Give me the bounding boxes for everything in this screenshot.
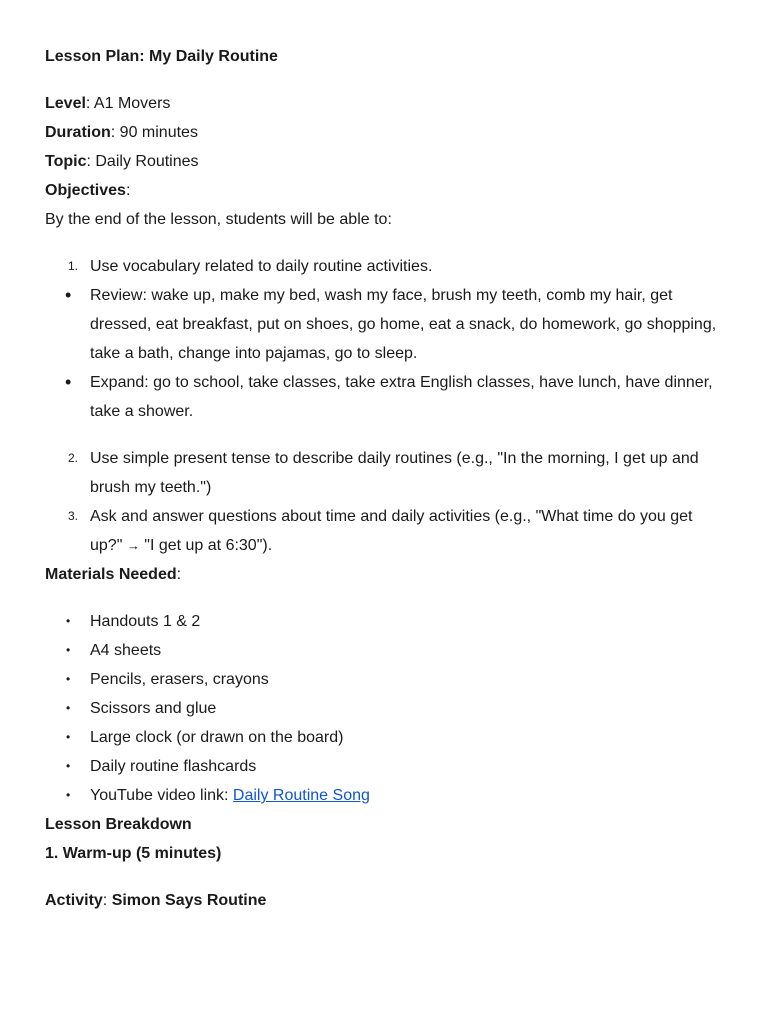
bullet-icon: • — [66, 759, 71, 773]
objective-number-2: 2. — [67, 451, 78, 465]
review-text: Review: wake up, make my bed, wash my face, brush my teeth, comb my hair, get dressed, eat breakfast, put on shoes, go home, eat a snack, do homework, go shopping, take a bath, change into pajamas, go to sleep. — [90, 287, 717, 362]
activity-sep: : — [102, 892, 112, 909]
duration-label: Duration — [45, 124, 111, 141]
materials-list — [45, 607, 723, 810]
level-label: Level — [45, 95, 86, 112]
list-item — [45, 636, 723, 665]
list-item — [45, 752, 723, 781]
level-line — [45, 89, 723, 118]
objectives-line — [45, 176, 723, 205]
objective-item-3 — [45, 502, 723, 560]
list-item — [45, 694, 723, 723]
expand-text: Expand: go to school, take classes, take extra English classes, have lunch, have dinner, take a shower. — [90, 374, 713, 420]
objectives-colon: : — [125, 182, 131, 199]
objective-number-1: 1. — [67, 259, 78, 273]
objective-number-3: 3. — [67, 509, 78, 523]
objective-item-1 — [45, 252, 723, 281]
level-value: : A1 Movers — [85, 95, 171, 112]
material-text: Handouts 1 & 2 — [90, 613, 201, 630]
topic-label: Topic — [45, 153, 87, 170]
bullet-icon: • — [65, 285, 72, 305]
activity-line — [45, 886, 723, 915]
duration-value: : 90 minutes — [110, 124, 198, 141]
bullet-icon: • — [66, 614, 71, 628]
objective-subitem-expand — [45, 368, 723, 426]
material-text: Pencils, erasers, crayons — [90, 671, 269, 688]
materials-colon: : — [176, 566, 182, 583]
material-text: Daily routine flashcards — [90, 758, 257, 775]
bullet-icon: • — [66, 643, 71, 657]
list-item — [45, 665, 723, 694]
objective-subitem-review — [45, 281, 723, 368]
material-text: Scissors and glue — [90, 700, 217, 717]
material-text: Large clock (or drawn on the board) — [90, 729, 344, 746]
lesson-breakdown-heading: Lesson Breakdown — [45, 816, 192, 833]
objective-text-3a: Ask and answer questions about time and daily activities (e.g., "What time do you get up?" — [90, 508, 693, 554]
warmup-heading: 1. Warm-up (5 minutes) — [45, 845, 222, 862]
duration-line — [45, 118, 723, 147]
objective-item-2 — [45, 444, 723, 502]
bullet-icon: • — [66, 730, 71, 744]
list-item-video — [45, 781, 723, 810]
bullet-icon: • — [66, 788, 71, 802]
topic-line — [45, 147, 723, 176]
activity-value: Simon Says Routine — [111, 892, 267, 909]
arrow-right-icon: → — [126, 538, 140, 553]
bullet-icon: • — [66, 701, 71, 715]
materials-heading — [45, 560, 723, 589]
material-text: A4 sheets — [90, 642, 162, 659]
objectives-list — [45, 252, 723, 560]
video-link[interactable]: Daily Routine Song — [232, 787, 370, 804]
list-item — [45, 723, 723, 752]
objective-text-1: Use vocabulary related to daily routine activities. — [90, 258, 433, 275]
list-item — [45, 607, 723, 636]
topic-value: : Daily Routines — [86, 153, 199, 170]
bullet-icon: • — [65, 372, 72, 392]
activity-label: Activity — [45, 892, 103, 909]
objectives-label: Objectives — [45, 182, 126, 199]
bullet-icon: • — [66, 672, 71, 686]
objectives-intro: By the end of the lesson, students will be able to: — [45, 211, 392, 228]
video-prefix: YouTube video link: — [90, 787, 233, 804]
objective-text-3b: "I get up at 6:30"). — [139, 537, 273, 554]
document-title: Lesson Plan: My Daily Routine — [45, 48, 278, 65]
materials-label: Materials Needed — [45, 566, 177, 583]
objective-text-2: Use simple present tense to describe daily routines (e.g., "In the morning, I get up and brush my teeth.") — [90, 450, 699, 496]
